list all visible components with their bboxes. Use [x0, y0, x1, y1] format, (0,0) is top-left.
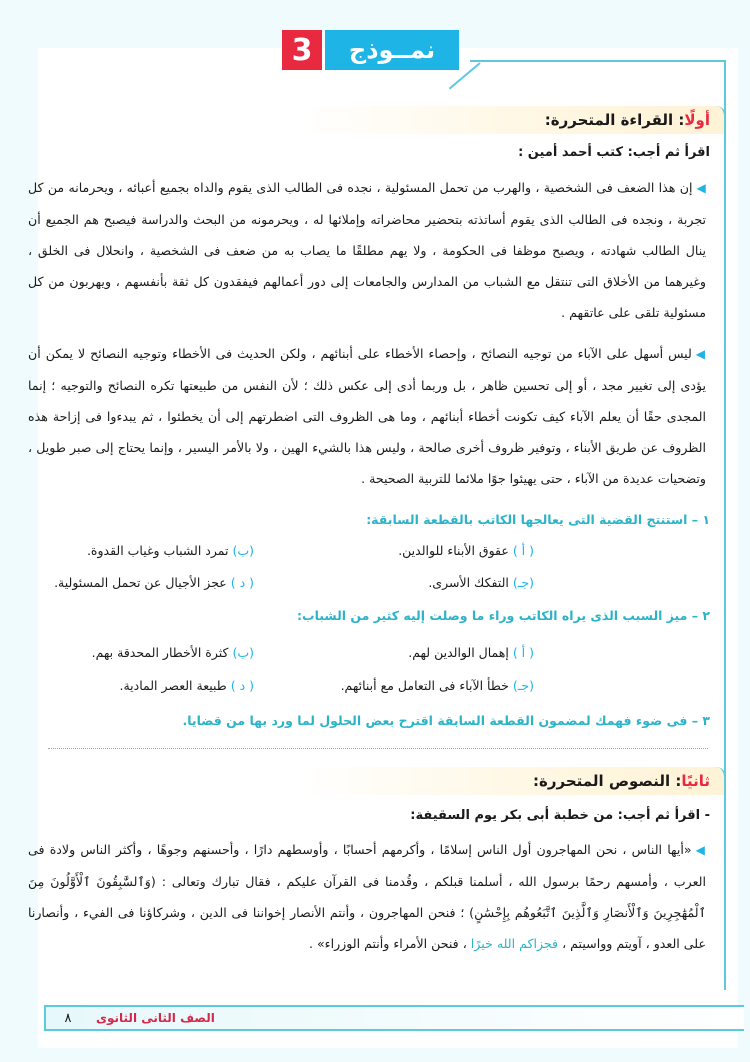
section-header-texts	[300, 767, 726, 795]
section-header-reading	[300, 106, 726, 134]
section-divider	[48, 748, 708, 749]
section-title: أولًا: القراءة المتحررة:	[544, 111, 710, 129]
page-number: ٨	[64, 1010, 72, 1026]
quran-verse: وَٱلسَّٰبِقُونَ ٱلْأَوَّلُونَ مِنَ ٱلْمُهَٰجِرِينَ وَٱلْأَنصَارِ وَٱلَّذِينَ ٱتَّبَعُوهُم بِإِحْسَٰنٍ	[28, 874, 706, 920]
question-1: ١ – استنتج القضية التى يعالجها الكاتب بالقطعة السابقة:	[366, 512, 710, 527]
option-1c[interactable]: (جـ) التفكك الأسرى.	[428, 575, 534, 590]
speech-paragraph: ◀«أيها الناس ، نحن المهاجرون أول الناس إسلامًا ، وأكرمهم أحسابًا ، وأوسطهم دارًا ، وأحسنهم وجوهًا ، وأكثر الناس ولادة فى العرب ، وأمسهم رحمًا برسول الله ، أسلمنا قبلكم ، وقُدمنا فى القرآن عليكم ، فقال تبارك وتعالى : (وَٱلسَّٰبِقُونَ ٱلْأَوَّلُونَ مِنَ ٱلْمُهَٰجِرِينَ وَٱلْأَنصَارِ وَٱلَّذِينَ ٱتَّبَعُوهُم بِإِحْسَٰنٍ) ؛ فنحن المهاجرون ، وأنتم الأنصار إخواننا فى الدين ، وشركاؤنا فى الفيء ، وأنصارنا على العدو ، آويتم وواسيتم ، فجزاكم الله خيرًا ، فنحن الأمراء وأنتم الوزراء» .	[28, 842, 706, 951]
option-1b[interactable]: (ب) تمرد الشباب وغياب القدوة.	[86, 543, 254, 558]
option-1d[interactable]: ( د ) عجز الأجيال عن تحمل المسئولية.	[54, 575, 254, 590]
section-title: ثانيًا: النصوص المتحررة:	[533, 772, 710, 790]
option-2b[interactable]: (ب) كثرة الأخطار المحدقة بهم.	[91, 645, 254, 660]
option-2d[interactable]: ( د ) طبيعة العصر المادية.	[119, 678, 254, 693]
model-label: نمــوذج	[325, 30, 459, 70]
texts-instruction: - اقرأ ثم أجب: من خطبة أبى بكر يوم السقيفة:	[410, 808, 710, 823]
option-2c[interactable]: (جـ) خطأ الآباء فى التعامل مع أبنائهم.	[340, 678, 534, 693]
reading-paragraph-2: ◀ليس أسهل على الآباء من توجيه النصائح ، وإحصاء الأخطاء على أبنائهم ، ولكن الحديث فى الأخطاء وتوجيه النصائح لا يمكن أن يؤدى إلى تغيير مجد ، أو إلى تحسين ظاهر ، بل وربما أدى إلى عكس ذلك ؛ لأن النفس من طبيعتها تكره النصائح والتوجيه ؛ إنما المجدى حقًا أن يعلم الآباء كيف تكونت أخطاء أبنائهم ، وما هى الظروف التى اضطرتهم إلى أن يخطئوا ، ثم يبدءوا فى إزاحة هذه الظروف عن طريق الأبناء ، وتوفير ظروف أخرى صالحة ، وليس هذا بالشيء الهين ، ولا بالأمر اليسير ، وإنما يحتاج إلى صبر طويل ، وتضحيات عديدة من الآباء ، حتى يهيئوا جوًا ملائما للتربية الصحيحة .	[28, 346, 706, 486]
model-badge	[282, 30, 459, 70]
bullet-icon: ◀	[695, 347, 706, 361]
bullet-icon: ◀	[696, 181, 706, 195]
bullet-icon: ◀	[695, 843, 706, 857]
highlighted-phrase: فجزاكم الله خيرًا	[470, 936, 559, 951]
question-2: ٢ – ميز السبب الذى يراه الكاتب وراء ما وصلت إليه كثير من الشباب:	[297, 608, 710, 623]
frame-line	[724, 60, 726, 990]
model-number: 3	[282, 30, 322, 70]
option-1a[interactable]: ( أ ) عقوق الأبناء للوالدين.	[398, 543, 534, 558]
reading-paragraph-1: ◀إن هذا الضعف فى الشخصية ، والهرب من تحمل المسئولية ، نجده فى الطالب الذى يقوم والداه بجميع أعبائه ، ويحرمانه من كل تجربة ، ونجده فى الطالب الذى يقوم أساتذته بتحضير محاضراته وإملائها له ، ويحرمونه من البحث والدراسة فيصبح هم الجميع أن ينال الطالب شهادته ، ويصبح موظفا فى الحكومة ، ولا يهم مطلقًا ما يصاب به من ضعف فى الشخصية ، وانحلال فى الخلق ، وغيرهما من الأخلاق التى تنتقل مع الشباب من المدارس والجامعات إلى دور أعمالهم فيفقدون كل ثقة بأنفسهم ، ويهربون من كل مسئولية تلقى على عاتقهم .	[28, 180, 706, 320]
reading-instruction: اقرأ ثم أجب: كتب أحمد أمين :	[518, 145, 710, 160]
grade-label: الصف الثانى الثانوى	[96, 1011, 215, 1025]
option-2a[interactable]: ( أ ) إهمال الوالدين لهم.	[408, 645, 534, 660]
frame-line	[470, 60, 726, 62]
question-3: ٣ – فى ضوء فهمك لمضمون القطعة السابقة اقترح بعض الحلول لما ورد بها من قضايا.	[182, 713, 710, 728]
page-footer	[44, 1005, 744, 1031]
